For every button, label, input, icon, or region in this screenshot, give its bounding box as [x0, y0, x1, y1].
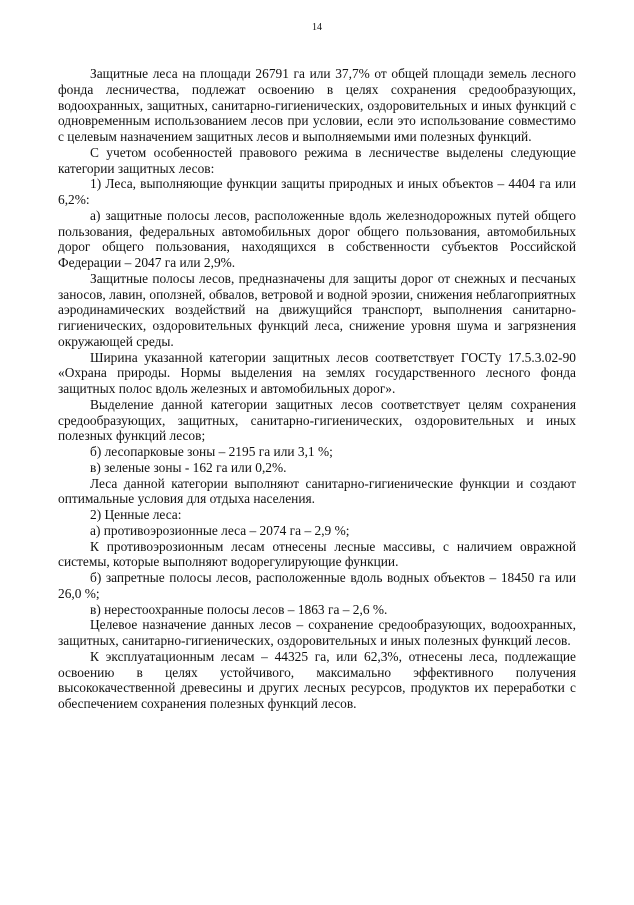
paragraph-allocation: Выделение данной категории защитных лесов соответствует целям сохранения средообразующих, защитных, санитарно-гигиенических, оздоровительных и иных полезных функций лесов;: [58, 396, 576, 444]
list-item-2c: в) нерестоохранные полосы лесов – 1863 га – 2,6 %.: [90, 601, 388, 617]
paragraph-exploitation-forests: К эксплуатационным лесам – 44325 га, или 62,3%, отнесены леса, подлежащие освоению в целях устойчивого, максимально эффективного получения высококачественной древесины и других лесных ресурсов, продуктов их переработки с обеспечением сохранения полезных функций лесов.: [58, 648, 576, 711]
paragraph-target-purpose: Целевое назначение данных лесов – сохранение средообразующих, водоохранных, защитных, санитарно-гигиенических, оздоровительных и иных полезных функций лесов.: [58, 617, 576, 648]
paragraph-road-strips: Защитные полосы лесов, предназначены для защиты дорог от снежных и песчаных заносов, лавин, оползней, обвалов, ветровой и водной эрозии, снижения неблагоприятных аэродинамических воздействий на движущийся транспорт, выполнения санитарно-гигиенических, оздоровительных функций леса, снижение уровня шума и загрязнения окружающей среды.: [58, 270, 576, 349]
paragraph-gost: Ширина указанной категории защитных лесов соответствует ГОСТу 17.5.3.02-90 «Охрана природы. Нормы выделения на землях государственного лесного фонда защитных полос вдоль железных и автомобильных дорог».: [58, 349, 576, 396]
page-number: 14: [312, 22, 322, 33]
list-item-1c: в) зеленые зоны - 162 га или 0,2%.: [90, 459, 287, 475]
list-item-1: 1) Леса, выполняющие функции защиты природных и иных объектов – 4404 га или 6,2%:: [58, 176, 576, 207]
list-item-1a: а) защитные полосы лесов, расположенные вдоль железнодорожных путей общего пользования, федеральных автомобильных дорог общего пользования, автомобильных дорог общего пользования, находящихся в собственности субъектов Российской Федерации – 2047 га или 2,9%.: [58, 207, 576, 270]
list-item-2: 2) Ценные леса:: [90, 507, 182, 522]
list-item-2b: б) запретные полосы лесов, расположенные вдоль водных объектов – 18450 га или 26,0 %;: [58, 570, 576, 601]
paragraph-sanitary: Леса данной категории выполняют санитарно-гигиенические функции и создают оптимальные условия для отдыха населения.: [58, 475, 576, 507]
list-item-2a: а) противоэрозионные леса – 2074 га – 2,9 %;: [90, 522, 350, 538]
paragraph-protective-forests: Защитные леса на площади 26791 га или 37,7% от общей площади земель лесного фонда лесничества, подлежат освоению в целях сохранения средообразующих, водоохранных, защитных, санитарно-гигиенических, оздоровительных и иных функций с одновременным использованием лесов при условии, если это использование совместимо с целевым назначением защитных лесов и выполняемыми ими полезных функций.: [58, 66, 576, 144]
paragraph-categories-intro: С учетом особенностей правового режима в лесничестве выделены следующие категории защитных лесов:: [58, 144, 576, 176]
list-item-1b: б) лесопарковые зоны – 2195 га или 3,1 %;: [90, 444, 333, 459]
paragraph-anti-erosion: К противоэрозионным лесам отнесены лесные массивы, с наличием овражной системы, которые выполняют водорегулирующие функции.: [58, 538, 576, 570]
document-body: [58, 66, 576, 712]
